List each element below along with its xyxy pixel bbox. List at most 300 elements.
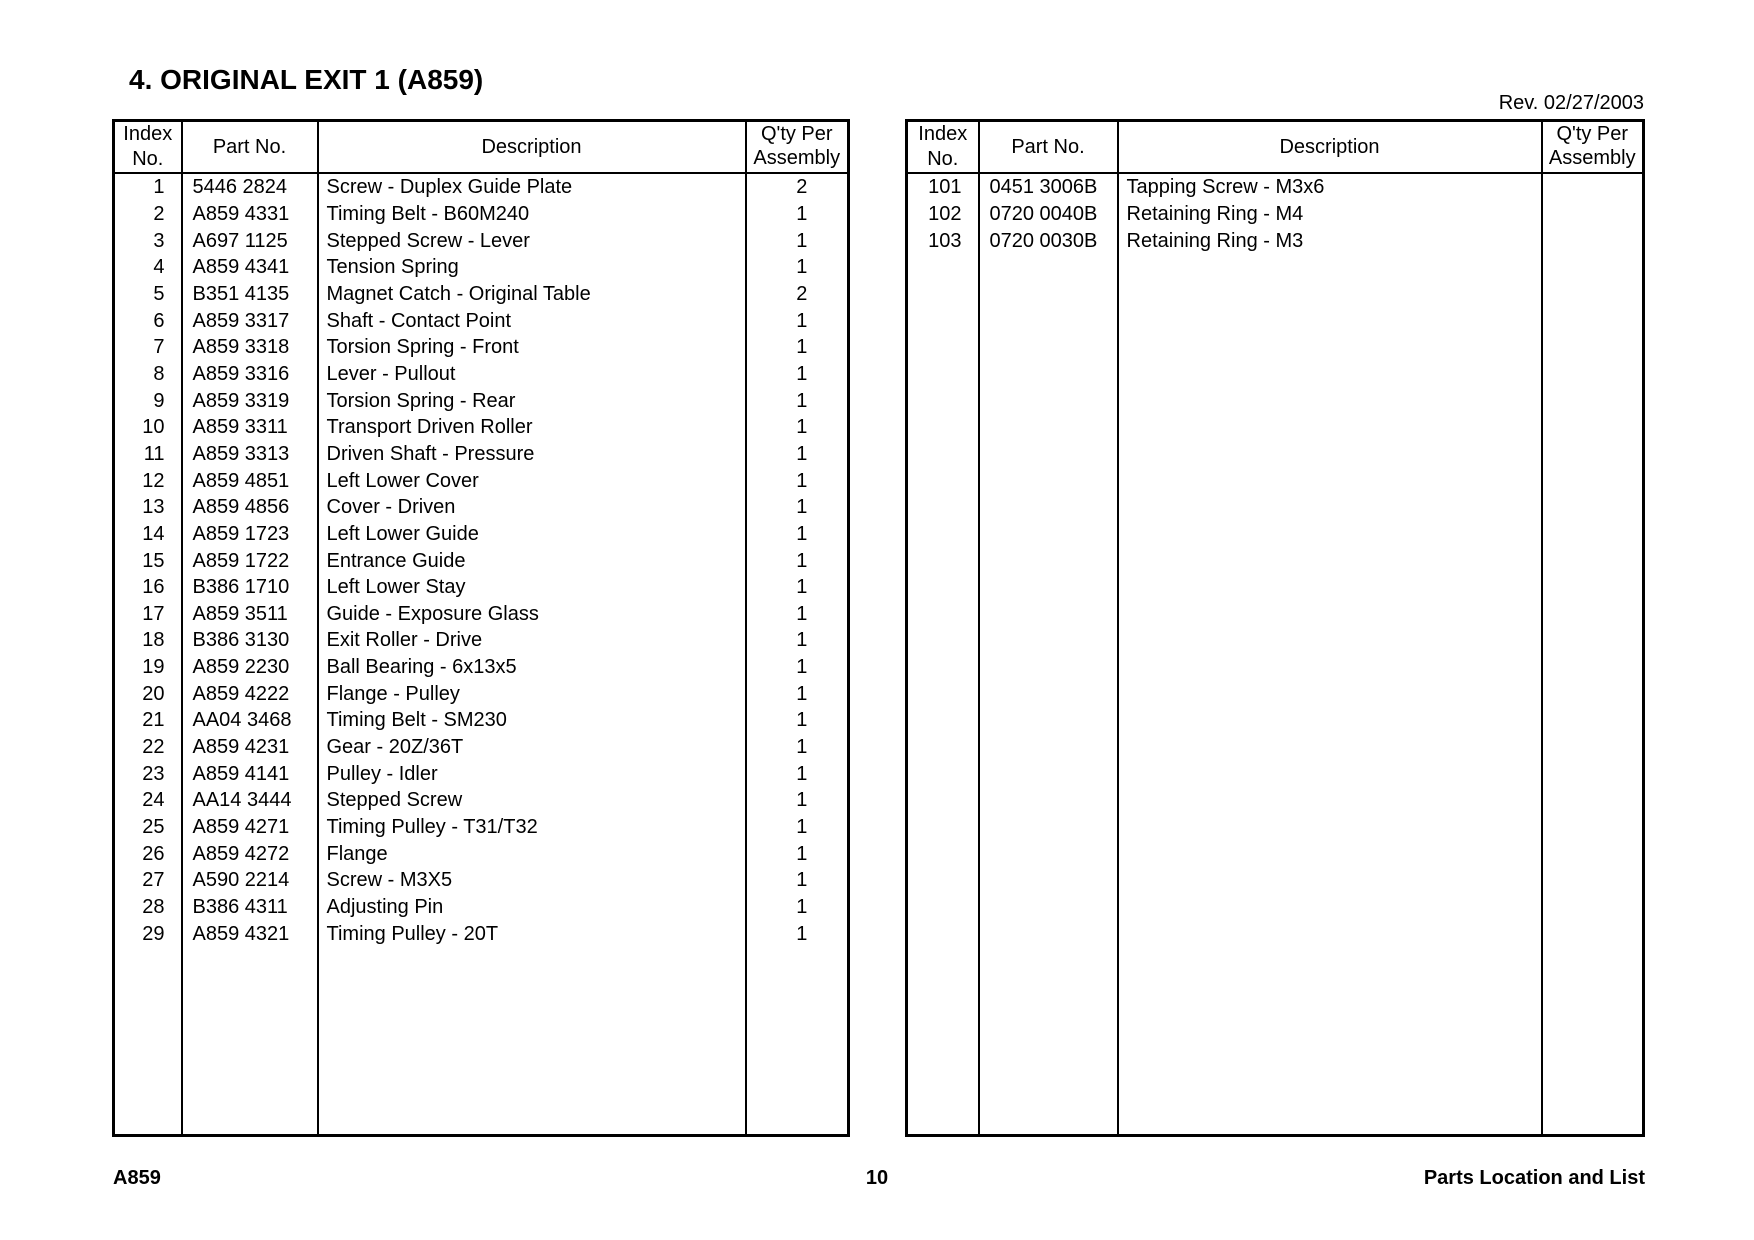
table-row	[114, 654, 849, 681]
table-row	[114, 734, 849, 761]
table-row-empty	[907, 947, 1644, 974]
parts-table-right	[905, 119, 1645, 1137]
part-no-cell	[979, 1107, 1118, 1135]
description-cell: Left Lower Guide	[318, 521, 746, 548]
qty-cell	[1542, 414, 1644, 441]
index-cell	[907, 894, 979, 921]
index-cell	[907, 1027, 979, 1054]
index-cell	[907, 787, 979, 814]
part-no-cell: A859 3316	[182, 361, 318, 388]
index-header-line2: No.	[132, 148, 164, 170]
description-header: Description	[318, 121, 746, 174]
qty-cell	[746, 1107, 849, 1135]
parts-table-left	[112, 119, 850, 1137]
description-cell	[1118, 974, 1542, 1001]
part-no-cell: B386 4311	[182, 894, 318, 921]
qty-cell	[1542, 1000, 1644, 1027]
index-cell: 8	[114, 361, 182, 388]
qty-cell	[1542, 920, 1644, 947]
table-row	[114, 521, 849, 548]
qty-cell: 1	[746, 521, 849, 548]
index-cell	[907, 1000, 979, 1027]
part-no-cell	[979, 547, 1118, 574]
qty-cell	[1542, 734, 1644, 761]
index-cell: 5	[114, 281, 182, 308]
qty-cell: 1	[746, 467, 849, 494]
description-cell: Flange - Pulley	[318, 680, 746, 707]
qty-cell: 1	[746, 601, 849, 628]
description-cell	[1118, 1107, 1542, 1135]
description-cell: Guide - Exposure Glass	[318, 601, 746, 628]
index-cell: 14	[114, 521, 182, 548]
part-no-cell: A697 1125	[182, 227, 318, 254]
part-no-cell	[979, 840, 1118, 867]
table-row-empty	[907, 840, 1644, 867]
description-cell: Tension Spring	[318, 254, 746, 281]
table-row-empty	[907, 281, 1644, 308]
table-row-empty	[907, 627, 1644, 654]
description-cell: Ball Bearing - 6x13x5	[318, 654, 746, 681]
part-no-cell	[979, 307, 1118, 334]
table-row	[907, 227, 1644, 254]
description-cell	[1118, 680, 1542, 707]
table-row-empty	[907, 680, 1644, 707]
qty-cell	[1542, 227, 1644, 254]
qty-cell: 1	[746, 867, 849, 894]
index-cell: 13	[114, 494, 182, 521]
index-cell: 9	[114, 387, 182, 414]
table-row	[114, 387, 849, 414]
qty-cell	[1542, 787, 1644, 814]
table-row	[907, 173, 1644, 201]
table-row	[114, 547, 849, 574]
index-cell	[907, 387, 979, 414]
index-cell	[907, 627, 979, 654]
qty-header-line2: Assembly	[1548, 147, 1636, 169]
table-row-empty	[907, 894, 1644, 921]
index-cell	[907, 414, 979, 441]
table-row-empty	[907, 361, 1644, 388]
qty-cell	[1542, 867, 1644, 894]
description-cell: Left Lower Cover	[318, 467, 746, 494]
table-row-empty	[907, 760, 1644, 787]
part-no-cell: A859 3319	[182, 387, 318, 414]
index-cell	[907, 814, 979, 841]
description-cell	[1118, 521, 1542, 548]
qty-cell	[1542, 654, 1644, 681]
index-cell	[907, 947, 979, 974]
qty-cell: 1	[746, 227, 849, 254]
index-cell	[907, 654, 979, 681]
table-row	[114, 840, 849, 867]
qty-cell: 1	[746, 680, 849, 707]
table-row-empty	[907, 1027, 1644, 1054]
qty-header	[1542, 121, 1644, 174]
description-cell	[1118, 494, 1542, 521]
description-cell	[1118, 867, 1542, 894]
qty-cell: 1	[746, 787, 849, 814]
qty-cell	[746, 1054, 849, 1081]
table-row	[114, 361, 849, 388]
index-cell: 2	[114, 201, 182, 228]
table-row-empty	[907, 654, 1644, 681]
qty-cell: 1	[746, 574, 849, 601]
part-no-cell	[979, 787, 1118, 814]
index-cell: 26	[114, 840, 182, 867]
index-cell	[907, 601, 979, 628]
qty-cell	[1542, 547, 1644, 574]
description-cell: Driven Shaft - Pressure	[318, 441, 746, 468]
table-row	[114, 281, 849, 308]
qty-cell	[1542, 1107, 1644, 1135]
table-row	[114, 441, 849, 468]
part-no-cell	[979, 894, 1118, 921]
index-cell: 4	[114, 254, 182, 281]
qty-cell	[1542, 974, 1644, 1001]
part-no-cell	[979, 1080, 1118, 1107]
index-cell	[114, 947, 182, 974]
part-no-cell	[979, 281, 1118, 308]
table-row	[114, 680, 849, 707]
part-no-cell: A859 4271	[182, 814, 318, 841]
table-row	[114, 574, 849, 601]
qty-cell	[1542, 441, 1644, 468]
table-header-row	[907, 121, 1644, 174]
part-no-cell	[979, 414, 1118, 441]
index-cell: 22	[114, 734, 182, 761]
index-cell	[907, 734, 979, 761]
index-cell: 19	[114, 654, 182, 681]
index-cell	[907, 547, 979, 574]
table-row	[114, 894, 849, 921]
part-no-cell: 0451 3006B	[979, 173, 1118, 201]
table-row-empty	[907, 1080, 1644, 1107]
description-cell: Transport Driven Roller	[318, 414, 746, 441]
index-cell: 6	[114, 307, 182, 334]
index-cell	[907, 494, 979, 521]
index-cell: 21	[114, 707, 182, 734]
index-header-line2: No.	[927, 148, 959, 170]
table-row-empty	[907, 920, 1644, 947]
part-no-cell: 0720 0030B	[979, 227, 1118, 254]
part-no-cell	[979, 601, 1118, 628]
part-no-cell: A859 3317	[182, 307, 318, 334]
table-row-empty	[907, 254, 1644, 281]
qty-cell	[1542, 307, 1644, 334]
table-row	[114, 227, 849, 254]
qty-cell: 1	[746, 627, 849, 654]
footer-section: Parts Location and List	[1423, 1167, 1645, 1189]
table-row	[114, 601, 849, 628]
qty-cell	[746, 1027, 849, 1054]
qty-cell: 1	[746, 734, 849, 761]
description-cell	[1118, 707, 1542, 734]
index-cell	[907, 521, 979, 548]
part-no-cell: A859 3318	[182, 334, 318, 361]
index-cell: 15	[114, 547, 182, 574]
description-cell	[1118, 387, 1542, 414]
index-header	[907, 121, 979, 174]
part-no-cell	[979, 1027, 1118, 1054]
table-row-empty	[907, 467, 1644, 494]
description-cell	[1118, 281, 1542, 308]
description-cell: Timing Pulley - T31/T32	[318, 814, 746, 841]
part-no-cell: 0720 0040B	[979, 201, 1118, 228]
description-cell: Pulley - Idler	[318, 760, 746, 787]
description-cell: Left Lower Stay	[318, 574, 746, 601]
table-row	[114, 867, 849, 894]
part-no-cell	[182, 1000, 318, 1027]
description-header: Description	[1118, 121, 1542, 174]
qty-cell	[1542, 894, 1644, 921]
part-no-cell	[979, 734, 1118, 761]
part-no-cell	[979, 760, 1118, 787]
table-row-empty	[907, 334, 1644, 361]
index-cell	[907, 361, 979, 388]
index-cell: 11	[114, 441, 182, 468]
index-cell	[907, 334, 979, 361]
description-cell	[318, 1000, 746, 1027]
qty-cell	[1542, 627, 1644, 654]
part-no-cell	[979, 1000, 1118, 1027]
index-header-line1: Index	[123, 123, 173, 145]
description-cell: Adjusting Pin	[318, 894, 746, 921]
description-cell	[318, 1054, 746, 1081]
index-cell	[907, 254, 979, 281]
qty-cell: 1	[746, 707, 849, 734]
index-cell	[114, 1054, 182, 1081]
part-no-cell	[979, 494, 1118, 521]
part-no-cell: AA04 3468	[182, 707, 318, 734]
footer-page-number: 10	[865, 1167, 889, 1189]
table-row-empty	[114, 1054, 849, 1081]
index-cell	[907, 1107, 979, 1135]
description-cell: Retaining Ring - M4	[1118, 201, 1542, 228]
qty-cell	[1542, 601, 1644, 628]
index-cell	[907, 707, 979, 734]
index-cell: 7	[114, 334, 182, 361]
part-no-cell	[979, 680, 1118, 707]
index-cell: 10	[114, 414, 182, 441]
qty-cell	[1542, 387, 1644, 414]
table-header-row	[114, 121, 849, 174]
index-cell: 12	[114, 467, 182, 494]
description-cell: Tapping Screw - M3x6	[1118, 173, 1542, 201]
index-header	[114, 121, 182, 174]
description-cell	[1118, 334, 1542, 361]
part-no-cell	[979, 627, 1118, 654]
table-row	[114, 787, 849, 814]
part-no-cell	[979, 334, 1118, 361]
table-row-empty	[907, 1000, 1644, 1027]
qty-cell: 1	[746, 307, 849, 334]
part-no-cell	[979, 574, 1118, 601]
part-no-cell: B351 4135	[182, 281, 318, 308]
table-row	[114, 467, 849, 494]
table-row-empty	[907, 414, 1644, 441]
part-no-cell: A859 4331	[182, 201, 318, 228]
part-no-cell: A859 3311	[182, 414, 318, 441]
description-cell	[1118, 814, 1542, 841]
table-row-empty	[907, 1054, 1644, 1081]
part-no-cell	[979, 707, 1118, 734]
table-row	[114, 414, 849, 441]
qty-cell	[746, 1080, 849, 1107]
index-cell: 27	[114, 867, 182, 894]
qty-cell	[1542, 361, 1644, 388]
part-no-cell	[182, 1080, 318, 1107]
description-cell: Timing Belt - B60M240	[318, 201, 746, 228]
qty-cell	[1542, 254, 1644, 281]
index-cell: 17	[114, 601, 182, 628]
part-no-cell	[979, 361, 1118, 388]
description-cell: Torsion Spring - Front	[318, 334, 746, 361]
table-row-empty	[907, 441, 1644, 468]
index-cell	[907, 467, 979, 494]
description-cell	[1118, 947, 1542, 974]
table-row-empty	[114, 974, 849, 1001]
qty-cell	[1542, 947, 1644, 974]
qty-cell	[746, 1000, 849, 1027]
table-row	[114, 334, 849, 361]
qty-cell: 2	[746, 173, 849, 201]
parts-table-right-body	[907, 173, 1644, 1135]
part-no-cell: A859 1722	[182, 547, 318, 574]
description-cell	[1118, 361, 1542, 388]
qty-cell: 1	[746, 840, 849, 867]
index-cell	[907, 574, 979, 601]
part-no-cell: A859 4856	[182, 494, 318, 521]
part-no-header: Part No.	[979, 121, 1118, 174]
index-cell	[114, 974, 182, 1001]
description-cell	[1118, 1054, 1542, 1081]
part-no-cell: A859 4851	[182, 467, 318, 494]
index-cell	[114, 1080, 182, 1107]
part-no-cell	[979, 947, 1118, 974]
index-header-line1: Index	[918, 123, 968, 145]
part-no-cell: B386 1710	[182, 574, 318, 601]
qty-cell	[746, 947, 849, 974]
qty-cell: 1	[746, 654, 849, 681]
index-cell	[907, 281, 979, 308]
part-no-cell	[979, 974, 1118, 1001]
qty-cell: 1	[746, 920, 849, 947]
part-no-cell	[979, 814, 1118, 841]
description-cell: Flange	[318, 840, 746, 867]
description-cell	[1118, 760, 1542, 787]
qty-cell: 1	[746, 760, 849, 787]
table-row-empty	[907, 547, 1644, 574]
description-cell: Entrance Guide	[318, 547, 746, 574]
table-row-empty	[907, 494, 1644, 521]
qty-cell	[1542, 707, 1644, 734]
part-no-cell	[182, 1107, 318, 1135]
qty-cell: 1	[746, 254, 849, 281]
qty-cell	[1542, 840, 1644, 867]
description-cell	[1118, 654, 1542, 681]
table-row	[114, 307, 849, 334]
index-cell: 101	[907, 173, 979, 201]
description-cell	[1118, 547, 1542, 574]
qty-cell: 1	[746, 547, 849, 574]
part-no-cell	[182, 974, 318, 1001]
description-cell: Screw - M3X5	[318, 867, 746, 894]
qty-header-line2: Assembly	[753, 147, 841, 169]
description-cell: Timing Pulley - 20T	[318, 920, 746, 947]
table-row-empty	[907, 521, 1644, 548]
part-no-cell	[182, 1054, 318, 1081]
index-cell: 102	[907, 201, 979, 228]
qty-header	[746, 121, 849, 174]
description-cell: Exit Roller - Drive	[318, 627, 746, 654]
part-no-cell: A859 4222	[182, 680, 318, 707]
index-cell	[907, 441, 979, 468]
description-cell	[1118, 787, 1542, 814]
index-cell: 29	[114, 920, 182, 947]
index-cell	[907, 920, 979, 947]
table-row-empty	[907, 601, 1644, 628]
qty-cell: 1	[746, 441, 849, 468]
index-cell	[907, 1054, 979, 1081]
description-cell: Cover - Driven	[318, 494, 746, 521]
description-cell: Torsion Spring - Rear	[318, 387, 746, 414]
qty-cell: 1	[746, 414, 849, 441]
qty-cell: 1	[746, 334, 849, 361]
qty-cell	[1542, 494, 1644, 521]
part-no-cell	[979, 521, 1118, 548]
part-no-cell	[979, 387, 1118, 414]
index-cell	[907, 974, 979, 1001]
table-row	[114, 201, 849, 228]
table-row-empty	[907, 974, 1644, 1001]
index-cell	[907, 840, 979, 867]
part-no-cell: A859 4231	[182, 734, 318, 761]
table-row-empty	[907, 574, 1644, 601]
table-row-empty	[114, 947, 849, 974]
qty-cell: 2	[746, 281, 849, 308]
description-cell: Retaining Ring - M3	[1118, 227, 1542, 254]
revision-date: Rev. 02/27/2003	[1498, 92, 1644, 114]
part-no-cell: B386 3130	[182, 627, 318, 654]
table-row	[114, 254, 849, 281]
index-cell: 23	[114, 760, 182, 787]
index-cell	[114, 1027, 182, 1054]
index-cell: 24	[114, 787, 182, 814]
qty-cell: 1	[746, 201, 849, 228]
table-row	[114, 920, 849, 947]
table-row-empty	[907, 814, 1644, 841]
part-no-cell: A859 4272	[182, 840, 318, 867]
table-row	[114, 173, 849, 201]
qty-cell	[1542, 1080, 1644, 1107]
qty-cell: 1	[746, 814, 849, 841]
description-cell: Magnet Catch - Original Table	[318, 281, 746, 308]
footer-model: A859	[113, 1167, 161, 1189]
description-cell: Gear - 20Z/36T	[318, 734, 746, 761]
description-cell	[1118, 254, 1542, 281]
part-no-cell: A859 1723	[182, 521, 318, 548]
description-cell	[1118, 840, 1542, 867]
part-no-cell	[182, 1027, 318, 1054]
part-no-cell	[979, 867, 1118, 894]
description-cell	[1118, 920, 1542, 947]
description-cell	[1118, 414, 1542, 441]
part-no-cell	[979, 254, 1118, 281]
description-cell	[1118, 894, 1542, 921]
index-cell	[907, 307, 979, 334]
description-cell	[1118, 574, 1542, 601]
table-row-empty	[114, 1080, 849, 1107]
